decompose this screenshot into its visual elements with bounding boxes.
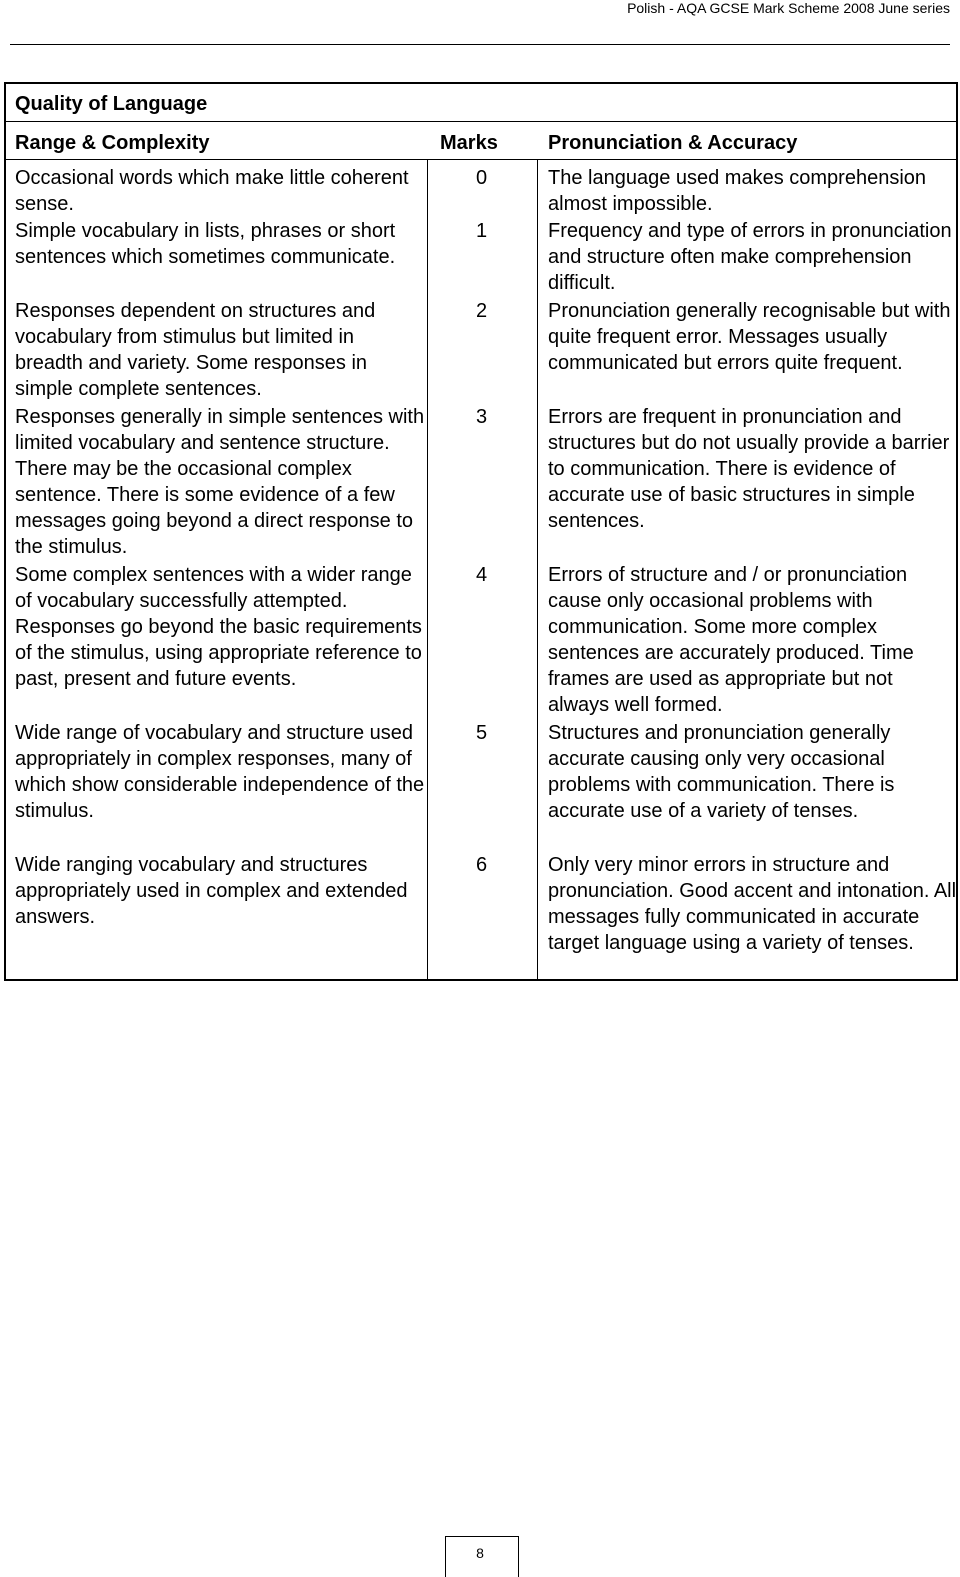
row-0-accuracy: The language used makes comprehension almost impossible. (548, 167, 927, 215)
header-divider (6, 159, 956, 160)
running-header: Polish - AQA GCSE Mark Scheme 2008 June series (627, 0, 950, 16)
row-1-mark: 1 (476, 220, 488, 242)
column-header-accuracy: Pronunciation & Accuracy (548, 132, 798, 154)
row-0-range: Occasional words which make little coherent sense. (15, 167, 409, 215)
row-3-range: Responses generally in simple sentences with limited vocabulary and sentence structure. There may be the occasional complex sentence. There is some evidence of a few messages going beyond a direct response to the stimulus. (15, 406, 425, 558)
row-6-mark: 6 (476, 854, 488, 876)
row-1-accuracy: Frequency and type of errors in pronunciation and structure often make comprehension difficult. (548, 220, 952, 294)
quality-of-language-table (4, 82, 958, 981)
row-5-mark: 5 (476, 722, 488, 744)
column-divider-right (537, 160, 538, 979)
row-2-accuracy: Pronunciation generally recognisable but with quite frequent error. Messages usually communicated but errors quite frequent. (548, 300, 951, 374)
row-6-accuracy: Only very minor errors in structure and pronunciation. Good accent and intonation. All messages fully communicated in accurate target language using a variety of tenses. (548, 854, 957, 954)
row-4-mark: 4 (476, 564, 488, 586)
row-5-accuracy: Structures and pronunciation generally accurate causing only very occasional problems with communication. There is accurate use of a variety of tenses. (548, 722, 895, 822)
column-divider-left (427, 160, 428, 979)
row-3-mark: 3 (476, 406, 488, 428)
title-divider (6, 121, 956, 122)
row-6-range: Wide ranging vocabulary and structures appropriately used in complex and extended answers. (15, 854, 408, 928)
row-4-accuracy: Errors of structure and / or pronunciation cause only occasional problems with communication. Some more complex sentences are accurately produced. Time frames are used as appropriate but not always well formed. (548, 564, 914, 716)
row-3-accuracy: Errors are frequent in pronunciation and structures but do not usually provide a barrier to communication. There is evidence of accurate use of basic structures in simple sentences. (548, 406, 950, 532)
row-0-mark: 0 (476, 167, 488, 189)
page-number: 8 (476, 1545, 484, 1561)
row-2-range: Responses dependent on structures and vocabulary from stimulus but limited in breadth and variety. Some responses in simple complete sentences. (15, 300, 376, 400)
table-title: Quality of Language (15, 93, 208, 115)
row-1-range: Simple vocabulary in lists, phrases or short sentences which sometimes communicate. (15, 220, 396, 268)
header-rule (10, 44, 950, 45)
row-2-mark: 2 (476, 300, 488, 322)
row-4-range: Some complex sentences with a wider range of vocabulary successfully attempted. Responses go beyond the basic requirements of the stimulus, using appropriate reference to past, present and future events. (15, 564, 422, 690)
row-5-range: Wide range of vocabulary and structure used appropriately in complex responses, many of which show considerable independence of the stimulus. (15, 722, 425, 822)
column-header-marks: Marks (440, 132, 498, 154)
column-header-range: Range & Complexity (15, 132, 210, 154)
